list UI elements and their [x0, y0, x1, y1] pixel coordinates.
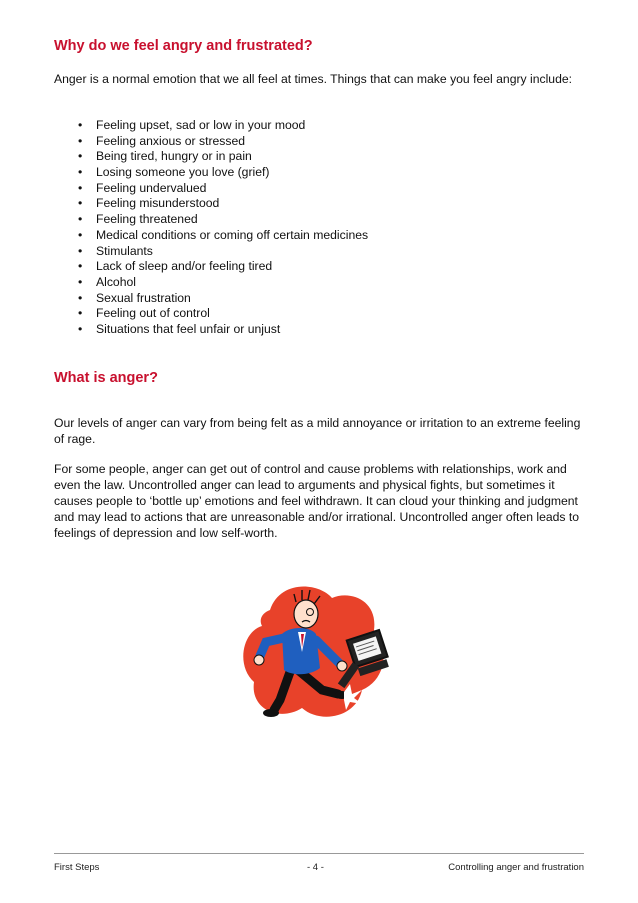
list-item: • Lack of sleep and/or feeling tired: [54, 259, 368, 275]
list-item: • Feeling undervalued: [54, 181, 368, 197]
section-heading-what-is-anger: What is anger?: [54, 370, 158, 386]
list-item: • Feeling out of control: [54, 306, 368, 322]
intro-paragraph: Anger is a normal emotion that we all feel at times. Things that can make you feel angry include:: [54, 72, 573, 86]
list-item: • Medical conditions or coming off certain medicines: [54, 228, 368, 244]
list-item: • Feeling upset, sad or low in your mood: [54, 118, 368, 134]
list-item: • Alcohol: [54, 275, 368, 291]
anger-levels-paragraph: Our levels of anger can vary from being felt as a mild annoyance or irritation to an extreme feeling of rage.: [54, 416, 581, 446]
list-item: • Being tired, hungry or in pain: [54, 149, 368, 165]
list-item: • Stimulants: [54, 244, 368, 260]
angry-man-kicking-computer-icon: [240, 572, 395, 737]
list-item: • Losing someone you love (grief): [54, 165, 368, 181]
causes-list: [54, 118, 368, 338]
section-heading-why-angry: Why do we feel angry and frustrated?: [54, 38, 313, 54]
footer-left: First Steps: [54, 862, 100, 873]
uncontrolled-anger-paragraph: For some people, anger can get out of control and cause problems with relationships, work and even the law. Uncontrolled anger can lead to arguments and physical fights, but sometimes it causes people to ‘bottle up’ emotions and feel withdrawn. It can cloud your thinking and judgment and may lead to actions that are unreasonable and/or irrational. Uncontrolled anger often leads to feelings of depression and low self-worth.: [54, 462, 580, 540]
footer-divider: [54, 853, 584, 854]
page-number: - 4 -: [307, 862, 324, 873]
list-item: • Situations that feel unfair or unjust: [54, 322, 368, 338]
list-item: • Feeling misunderstood: [54, 196, 368, 212]
list-item: • Sexual frustration: [54, 291, 368, 307]
list-item: • Feeling threatened: [54, 212, 368, 228]
list-item: • Feeling anxious or stressed: [54, 134, 368, 150]
footer-right: Controlling anger and frustration: [448, 862, 584, 873]
